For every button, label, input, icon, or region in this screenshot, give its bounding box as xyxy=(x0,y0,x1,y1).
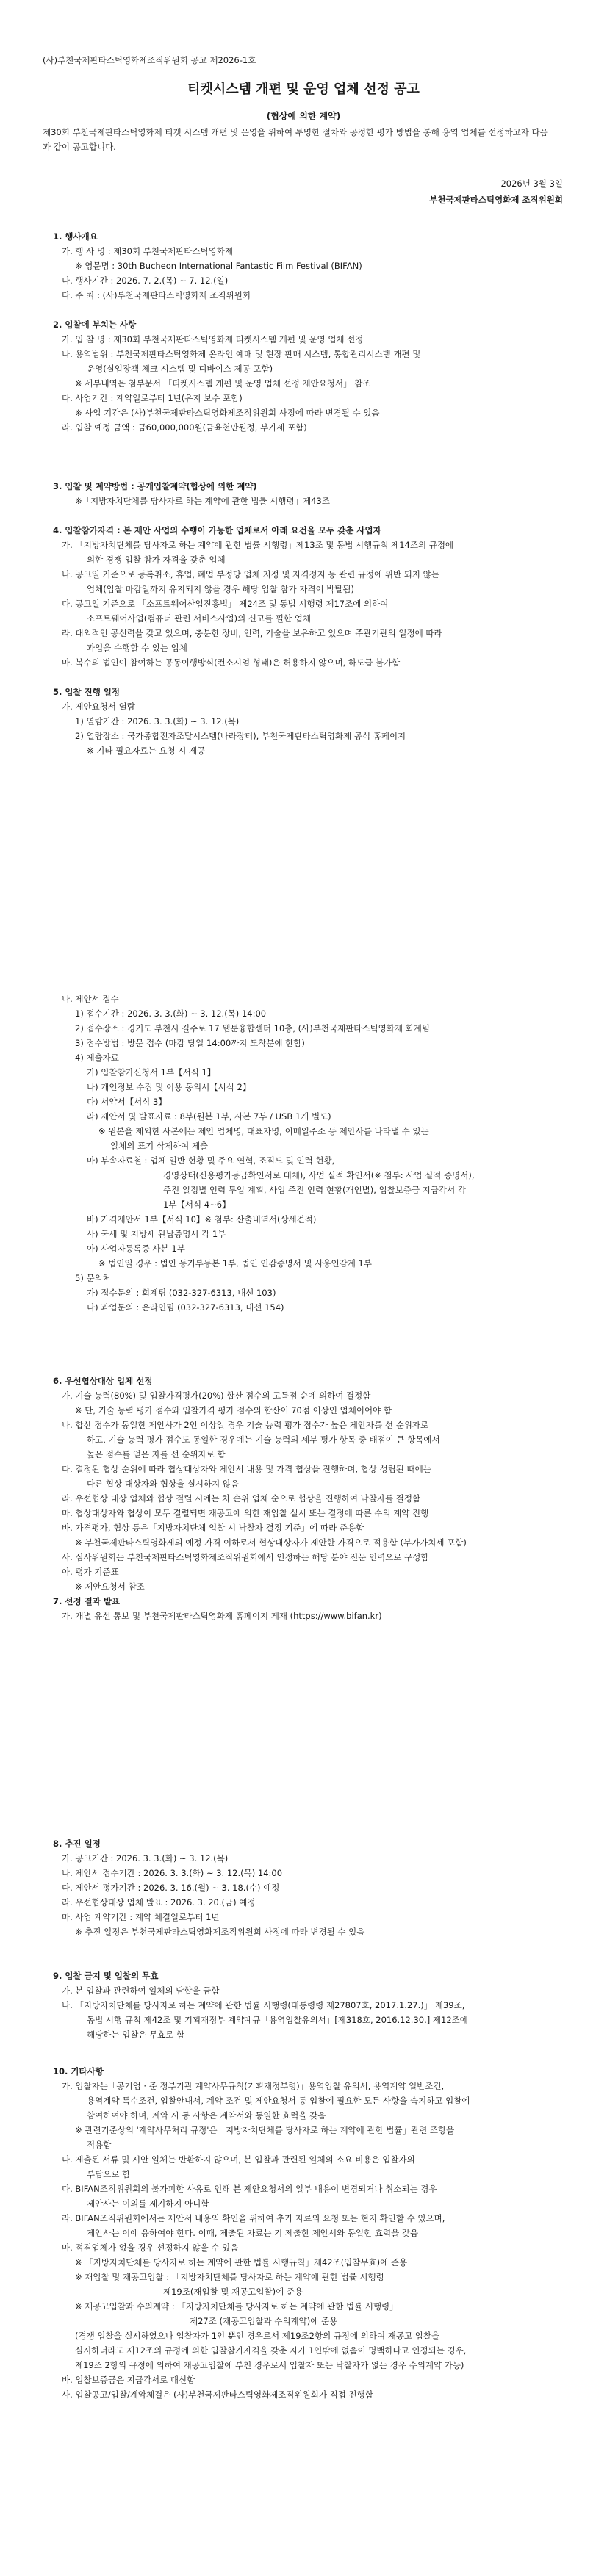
section-line: 가) 접수문의 : 회계팀 (032-327-6313, 내선 103) xyxy=(87,1288,276,1298)
section-line: ※ 사업 기간은 (사)부천국제판타스틱영화제조직위원회 사정에 따라 변경될 수 있음 xyxy=(75,408,380,418)
section-line: ※「지방자치단체를 당사자로 하는 계약에 관한 법률 시행령」제43조 xyxy=(75,496,330,506)
section-line: ※ 재입찰 및 재공고입찰 : 「지방자치단체를 당사자로 하는 계약에 관한 법률 시행령」 xyxy=(75,2272,393,2282)
section-line: 하고, 기술 능력 평가 점수도 동일한 경우에는 기술 능력의 세부 평가 항목 중 배점이 큰 항목에서 xyxy=(87,1435,440,1445)
section-2 xyxy=(53,317,567,435)
section-5 xyxy=(53,685,567,758)
section-line: 나. 용역범위 : 부천국제판타스틱영화제 온라인 예매 및 현장 판매 시스템, 통합관리시스템 개편 및 xyxy=(62,349,421,359)
section-4 xyxy=(53,523,567,670)
section-line: 마. 협상대상자와 협상이 모두 결렬되면 재공고에 의한 재입찰 실시 또는 결정에 따른 수의 계약 진행 xyxy=(62,1508,429,1518)
section-line: 나. 「지방자치단체를 당사자로 하는 계약에 관한 법률 시행령(대통령령 제27807호, 2017.1.27.)」 제39조, xyxy=(62,2000,465,2010)
section-line: 아) 사업자등록증 사본 1부 xyxy=(87,1244,185,1254)
section-11 xyxy=(53,2064,567,2402)
section-line: 적용함 xyxy=(87,2140,112,2150)
section-line: ※ 재공고입찰과 수의계약 : 「지방자치단체를 당사자로 하는 계약에 관한 법률 시행령」 xyxy=(75,2301,398,2312)
section-line: 다른 협상 대상자와 협상을 실시하지 않음 xyxy=(87,1479,240,1489)
section-line: 경영상태(신용평가등급확인서로 대체), 사업 실적 확인서(※ 첨부: 사업 실적 증명서), xyxy=(163,1170,475,1180)
section-line: 소프트웨어사업(컴퓨터 관련 서비스사업)의 신고를 필한 업체 xyxy=(87,613,311,624)
section-line: 제안사는 이에 응하여야 한다. 이때, 제출된 자료는 기 제출한 제안서와 동일한 효력을 갖음 xyxy=(87,2228,419,2238)
section-line: 3) 접수방법 : 방문 접수 (마감 당일 14:00까지 도착분에 한함) xyxy=(75,1038,305,1048)
section-line: 제안사는 이의를 제기하지 아니함 xyxy=(87,2198,209,2209)
notice-date: 2026년 3월 3일 xyxy=(500,178,563,189)
section-line: 실시하더라도 제12조의 규정에 의한 입찰참가자격을 갖춘 자가 1인밖에 없음이 명백하다고 인정되는 경우, xyxy=(75,2345,467,2356)
section-line: 가. 행 사 명 : 제30회 부천국제판타스틱영화제 xyxy=(62,246,233,256)
notice-number: (사)부천국제판타스틱영화제조직위원회 공고 제2026-1호 xyxy=(43,55,256,65)
page-subtitle: (협상에 의한 계약) xyxy=(266,111,341,121)
section-line: 사) 국세 및 지방세 완납증명서 각 1부 xyxy=(87,1229,226,1239)
section-line: 가. 「지방자치단체를 당사자로 하는 계약에 관한 법률 시행령」제13조 및 동법 시행규칙 제14조의 규정에 xyxy=(62,540,454,550)
section-line: 의한 경쟁 입찰 참가 자격을 갖춘 업체 xyxy=(87,555,226,565)
section-line: ※ 법인일 경우 : 법인 등기부등본 1부, 법인 인감증명서 및 사용인감계 1부 xyxy=(98,1258,372,1269)
section-line: 과업을 수행할 수 있는 업체 xyxy=(87,643,187,653)
section-line: 업체(입찰 마감일까지 유지되지 않을 경우 해당 입찰 참가 자격이 박탈됨) xyxy=(87,584,355,594)
section-heading: 7. 선정 결과 발표 xyxy=(53,1596,121,1606)
section-line: ※ 원본을 제외한 사본에는 제안 업체명, 대표자명, 이메일주소 등 제안사를 나타낼 수 있는 xyxy=(98,1126,429,1136)
section-line: 1) 열람기간 : 2026. 3. 3.(화) ~ 3. 12.(목) xyxy=(75,716,240,726)
section-line: 다. 사업기간 : 계약일로부터 1년(유지 보수 포함) xyxy=(62,393,243,403)
section-line: (경쟁 입찰을 실시하였으나 입찰자가 1인 뿐인 경우로서 제19조2항의 규정에 의하여 재공고 입찰을 xyxy=(75,2331,440,2341)
section-line: 사. 입찰공고/입찰/계약체결은 (사)부천국제판타스틱영화제조직위원회가 직접 진행함 xyxy=(62,2389,373,2400)
section-heading: 1. 행사개요 xyxy=(53,231,98,242)
section-line: 가. 본 입찰과 관련하여 일체의 담합을 금함 xyxy=(62,1985,220,1996)
section-line: ※ 추진 일정은 부천국제판타스틱영화제조직위원회 사정에 따라 변경될 수 있음 xyxy=(75,1927,365,1937)
section-line: 라. BIFAN조직위원회에서는 제안서 내용의 확인을 위하여 추가 자료의 요청 또는 현지 확인할 수 있으며, xyxy=(62,2213,445,2223)
section-heading: 6. 우선협상대상 업체 선정 xyxy=(53,1376,153,1386)
section-line: 가. 입찰자는「공기업 · 준 정부기관 계약사무규칙(기획재정부령)」용역입찰 유의서, 용역계약 일반조건, xyxy=(62,2081,445,2091)
section-heading: 10. 기타사항 xyxy=(53,2066,104,2077)
section-line: 나. 공고일 기준으로 등록취소, 휴업, 폐업 부정당 업체 지정 및 자격정지 등 관련 규정에 위반 되지 않는 xyxy=(62,569,439,580)
section-line: 다. 제안서 평가기간 : 2026. 3. 16.(월) ~ 3. 18.(수) 예정 xyxy=(62,1883,280,1893)
section-line: 마) 부속자료철 : 업체 일반 현황 및 주요 연혁, 조직도 및 인력 현황, xyxy=(87,1155,335,1166)
section-line: 가. 제안요청서 열람 xyxy=(62,701,135,712)
section-line: ※ 관련기준상의 '계약사무처리 규정'은「지방자치단체를 당사자로 하는 계약에 관한 법률」관련 조항을 xyxy=(75,2125,455,2135)
section-line: 제27조 (재공고입찰과 수의계약)에 준용 xyxy=(190,2316,338,2326)
section-3 xyxy=(53,479,567,508)
section-line: 부담으로 함 xyxy=(87,2169,131,2179)
section-line: 용역계약 특수조건, 입찰안내서, 계약 조건 및 제안요청서 등 입찰에 필요한 모든 사항을 숙지하고 입찰에 xyxy=(87,2096,470,2106)
section-line: 동법 시행 규칙 제42조 및 기획재정부 계약예규「용역입찰유의서」[제318호, 2016.12.30.] 제12조에 xyxy=(87,2015,468,2025)
section-line: 5) 문의처 xyxy=(75,1273,111,1283)
section-line: ※ 「지방자치단체를 당사자로 하는 계약에 관한 법률 시행규칙」제42조(입찰무효)에 준용 xyxy=(75,2257,408,2267)
section-line: 라. 우선협상 대상 업체와 협상 결렬 시에는 차 순위 업체 순으로 협상을 진행하여 낙찰자를 결정함 xyxy=(62,1493,421,1504)
page-title: 티켓시스템 개편 및 운영 업체 선정 공고 xyxy=(187,82,420,97)
section-heading: 8. 추진 일정 xyxy=(53,1839,101,1849)
section-line: 라. 대외적인 공신력을 갖고 있으며, 충분한 장비, 인력, 기술을 보유하고 있으며 주관기관의 일정에 따라 xyxy=(62,628,442,638)
section-line: 4) 제출자료 xyxy=(75,1053,119,1063)
section-line: 다) 서약서【서식 3】 xyxy=(87,1097,167,1107)
section-line: 1) 접수기간 : 2026. 3. 3.(화) ~ 3. 12.(목) 14:00 xyxy=(75,1009,267,1019)
section-line: 일체의 표기 삭제하여 제출 xyxy=(110,1141,209,1151)
section-heading: 2. 입찰에 부치는 사항 xyxy=(53,320,137,330)
section-line: 라. 입찰 예정 금액 : 금60,000,000원(금육천만원정, 부가세 포함) xyxy=(62,422,307,433)
section-line: 나. 제안서 접수 xyxy=(62,994,119,1004)
section-line: 나. 제출된 서류 및 시안 일체는 반환하지 않으며, 본 입찰과 관련된 일체의 소요 비용은 입찰자의 xyxy=(62,2154,415,2165)
section-line: 가. 입 찰 명 : 제30회 부천국제판타스틱영화제 티켓시스템 개편 및 운영 업체 선정 xyxy=(62,334,364,344)
section-10 xyxy=(53,1969,567,2042)
section-line: 마. 사업 계약기간 : 계약 체결일로부터 1년 xyxy=(62,1912,220,1922)
section-line: 나. 제안서 접수기간 : 2026. 3. 3.(화) ~ 3. 12.(목) 14:00 xyxy=(62,1868,283,1878)
section-line: 바. 입찰보증금은 지급각서로 대신함 xyxy=(62,2375,195,2385)
section-line: 바) 가격제안서 1부【서식 10】※ 첨부: 산출내역서(상세견적) xyxy=(87,1214,317,1224)
section-line: ※ 기타 필요자료는 요청 시 제공 xyxy=(87,746,206,756)
section-line: 2) 접수장소 : 경기도 부천시 길주로 17 웹툰융합센터 10층, (사)부천국제판타스틱영화제 회계팀 xyxy=(75,1023,430,1033)
section-line: 마. 복수의 법인이 참여하는 공동이행방식(컨소시엄 형태)은 허용하지 않으며, 하도급 불가함 xyxy=(62,657,401,668)
section-line: 높은 점수를 얻은 자를 선 순위자로 함 xyxy=(87,1449,226,1460)
section-line: 가) 입찰참가신청서 1부【서식 1】 xyxy=(87,1067,216,1078)
section-line: 나) 과업문의 : 온라인팀 (032-327-6313, 내선 154) xyxy=(87,1302,284,1313)
section-heading: 4. 입찰참가자격 : 본 제안 사업의 수행이 가능한 업체로서 아래 요건을 모두 갖춘 사업자 xyxy=(53,525,381,535)
section-line: 가. 개별 유선 통보 및 부천국제판타스틱영화제 홈페이지 게재 (https://www.bifan.kr) xyxy=(62,1611,382,1621)
section-line: ※ 단, 기술 능력 평가 점수와 입찰가격 평가 점수의 합산이 70점 이상인 업체이어야 함 xyxy=(75,1405,392,1415)
section-line: 제19조 2항의 규정에 의하여 재공고입찰에 부친 경우로서 입찰자 또는 낙찰자가 없는 경우 수의계약 가능) xyxy=(75,2360,464,2370)
section-line: 마. 적격업체가 없을 경우 선정하지 않을 수 있음 xyxy=(62,2243,239,2253)
section-line: 가. 기술 능력(80%) 및 입찰가격평가(20%) 합산 점수의 고득점 순에 의하여 결정함 xyxy=(62,1390,371,1401)
section-9 xyxy=(53,1836,567,1939)
section-line: 라. 우선협상대상 업체 발표 : 2026. 3. 20.(금) 예정 xyxy=(62,1897,256,1908)
section-6 xyxy=(53,992,567,1315)
issuing-organization: 부천국제판타스틱영화제 조직위원회 xyxy=(429,195,563,205)
section-line: 나) 개인정보 수집 및 이용 동의서【서식 2】 xyxy=(87,1082,251,1092)
intro-paragraph: 제30회 부천국제판타스틱영화제 티켓 시스템 개편 및 운영을 위하여 투명한 절차와 공정한 평가 방법을 통해 용역 업체를 선정하고자 다음과 같이 공고합니다. xyxy=(43,127,548,152)
section-line: 운영(실입장객 체크 시스템 및 디바이스 제공 포함) xyxy=(87,364,273,374)
section-heading: 3. 입찰 및 계약방법 : 공개입찰계약(협상에 의한 계약) xyxy=(53,481,257,491)
section-line: 참여하여야 하며, 계약 시 동 사항은 계약서와 동일한 효력을 갖음 xyxy=(87,2110,326,2121)
section-line: ※ 영문명 : 30th Bucheon International Fantastic Film Festival (BIFAN) xyxy=(75,261,362,271)
section-line: 제19조(재입찰 및 재공고입찰)에 준용 xyxy=(163,2287,304,2297)
section-line: 라) 제안서 및 발표자료 : 8부(원본 1부, 사본 7부 / USB 1개 별도) xyxy=(87,1111,331,1122)
section-line: ※ 세부내역은 첨부문서 「티켓시스템 개편 및 운영 업체 선정 제안요청서」 참조 xyxy=(75,378,371,389)
section-7 xyxy=(53,1374,567,1594)
section-1 xyxy=(53,229,567,303)
section-heading: 9. 입찰 금지 및 입찰의 무효 xyxy=(53,1971,159,1981)
section-line: 해당하는 입찰은 무효로 함 xyxy=(87,2030,185,2040)
section-line: 나. 행사기간 : 2026. 7. 2.(목) ~ 7. 12.(일) xyxy=(62,275,229,286)
section-heading: 5. 입찰 진행 일정 xyxy=(53,687,121,697)
section-line: 바. 가격평가, 협상 등은「지방자치단체 입찰 시 낙찰자 결정 기준」에 따라 준용함 xyxy=(62,1523,364,1533)
section-line: 2) 열람장소 : 국가종합전자조달시스템(나라장터), 부천국제판타스틱영화제 공식 홈페이지 xyxy=(75,731,406,741)
section-line: 다. BIFAN조직위원회의 불가피한 사유로 인해 본 제안요청서의 일부 내용이 변경되거나 취소되는 경우 xyxy=(62,2184,437,2194)
section-8 xyxy=(53,1594,567,1623)
section-line: 다. 결정된 협상 순위에 따라 협상대상자와 제안서 내용 및 가격 협상을 진행하며, 협상 성립된 때에는 xyxy=(62,1464,431,1474)
section-line: 나. 합산 점수가 동일한 제안사가 2인 이상일 경우 기술 능력 평가 점수가 높은 제안자를 선 순위자로 xyxy=(62,1420,429,1430)
section-line: 가. 공고기간 : 2026. 3. 3.(화) ~ 3. 12.(목) xyxy=(62,1853,229,1864)
section-line: 주진 일정별 인력 투입 계획, 사업 주진 인력 현황(개인별), 입찰보증금 지급각서 각 xyxy=(163,1185,466,1195)
section-line: 다. 공고일 기준으로 「소프트웨어산업진흥법」 제24조 및 동법 시행령 제17조에 의하여 xyxy=(62,599,389,609)
section-line: 다. 주 최 : (사)부천국제판타스틱영화제 조직위원회 xyxy=(62,290,251,300)
section-line: ※ 부천국제판타스틱영화제의 예정 가격 이하로서 협상대상자가 제안한 가격으로 적용함 (부가가치세 포함) xyxy=(75,1537,467,1548)
section-line: 아. 평가 기준표 xyxy=(62,1567,119,1577)
section-line: 사. 심사위원회는 부천국제판타스틱영화제조직위원회에서 인정하는 해당 분야 전문 인력으로 구성함 xyxy=(62,1552,429,1562)
section-line: 1부【서식 4~6】 xyxy=(163,1199,231,1210)
section-line: ※ 제안요청서 참조 xyxy=(75,1581,145,1592)
